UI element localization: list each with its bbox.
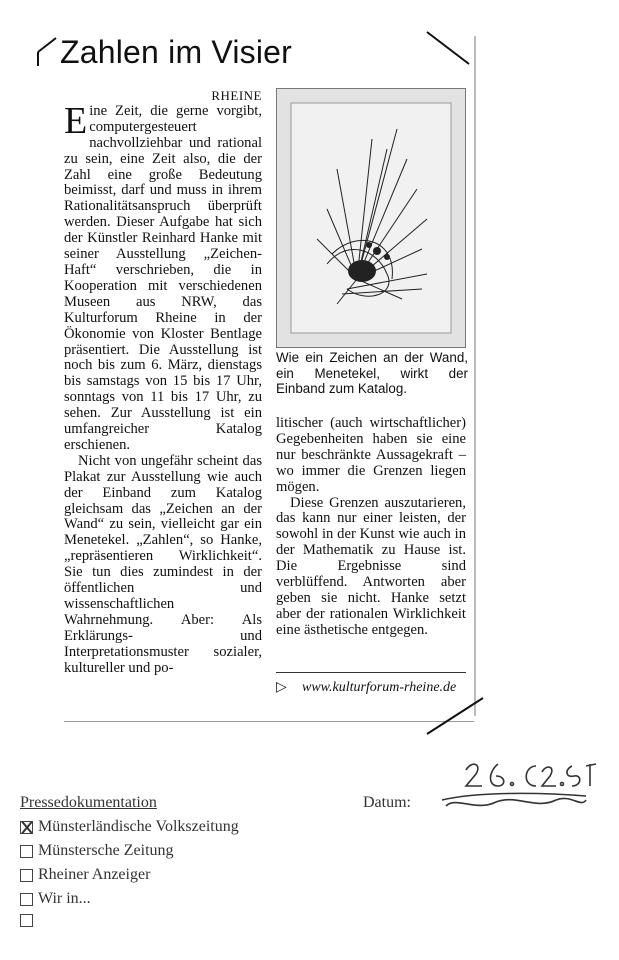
crop-mark-icon bbox=[32, 36, 58, 66]
clipping-bottom-edge bbox=[64, 721, 474, 722]
press-title: Pressedokumentation bbox=[20, 794, 157, 811]
article-column-left bbox=[64, 88, 262, 677]
dateline: RHEINE bbox=[211, 88, 262, 103]
paragraph-1-text: ine Zeit, die gerne vorgibt, computergesteuert nachvollziehbar und rational zu sein, eine Zeit also, die der Zahl eine große Bedeutung beimisst, darf und muss in ihrem Rationalitätsanspruch überprüft werden. Dieser Aufgabe hat sich der Künstler Reinhard Hanke mit seiner Ausstellung „Zeichen-Haft“ verschrieben, die in Kooperation mit verschiedenen Museen aus NRW, das Kulturforum Rheine in der Ökonomie von Kloster Bentlage präsentiert. Die Ausstellung ist noch bis zum 6. März, dienstags bis samstags von 15 bis 17 Uhr, sonntags von 11 bis 17 Uhr, zu sehen. Zur Ausstellung ist ein umfangreicher Katalog erschienen. bbox=[64, 102, 262, 453]
checkbox[interactable] bbox=[20, 914, 33, 927]
crop-mark-icon bbox=[425, 30, 471, 66]
image-caption: Wie ein Zeichen an der Wand, ein Menetekel, wirkt der Einband zum Katalog. bbox=[276, 350, 468, 396]
option-item[interactable] bbox=[20, 914, 239, 927]
article-title: Zahlen im Visier bbox=[60, 34, 293, 70]
option-label: Rheiner Anzeiger bbox=[38, 866, 151, 883]
handwritten-date-icon bbox=[436, 752, 606, 822]
arrow-icon: ▷ bbox=[276, 680, 287, 695]
crop-mark-icon bbox=[425, 694, 485, 736]
sketch-artwork-icon bbox=[277, 89, 465, 347]
checkbox[interactable] bbox=[20, 869, 33, 882]
checkbox[interactable] bbox=[20, 845, 33, 858]
paragraph-1 bbox=[64, 99, 262, 454]
drop-cap: E bbox=[64, 99, 88, 142]
date-label: Datum: bbox=[363, 794, 411, 811]
divider bbox=[276, 672, 466, 673]
link-text[interactable]: www.kulturforum-rheine.de bbox=[302, 680, 457, 695]
option-item[interactable] bbox=[20, 842, 239, 860]
option-label: Münstersche Zeitung bbox=[38, 842, 174, 859]
paragraph-3: Diese Grenzen auszutarieren, das kann nur einer leisten, der sowohl in der Kunst wie auch in der Mathematik zu Hause ist. Die Ergebnisse sind verblüffend. Antworten aber geben sie nicht. Hanke setzt aber der rationalen Wirklichkeit eine ästhetische entgegen. bbox=[276, 494, 466, 638]
option-label: Wir in... bbox=[38, 890, 91, 907]
clipping-edge bbox=[474, 36, 476, 716]
option-label: Münsterländische Volkszeitung bbox=[38, 818, 239, 835]
paragraph-2-continued: litischer (auch wirtschaftlicher) Gegebenheiten haben sie eine nur beschränkte Aussagekraft – wo immer die Grenzen liegen mögen. bbox=[276, 415, 466, 495]
article-column-right bbox=[276, 416, 466, 639]
option-item[interactable] bbox=[20, 890, 239, 908]
checkbox[interactable] bbox=[20, 893, 33, 906]
press-documentation bbox=[20, 794, 239, 927]
catalog-cover-image bbox=[276, 88, 466, 348]
paragraph-2: Nicht von ungefähr scheint das Plakat zur Ausstellung wie auch der Einband zum Katalog gleichsam das „Zeichen an der Wand“ zu sein, vielleicht gar ein Menetekel. „Zahlen“, so Hanke, „repräsentieren Wirklichkeit“. Sie tun dies zumindest in der öffentlichen und wissenschaftlichen Wahrnehmung. Aber: Als Erklärungs- und Interpretationsmuster sozialer, kultureller und po- bbox=[64, 452, 262, 676]
option-item[interactable] bbox=[20, 866, 239, 884]
checkbox-checked[interactable] bbox=[20, 821, 33, 834]
option-item[interactable] bbox=[20, 818, 239, 836]
